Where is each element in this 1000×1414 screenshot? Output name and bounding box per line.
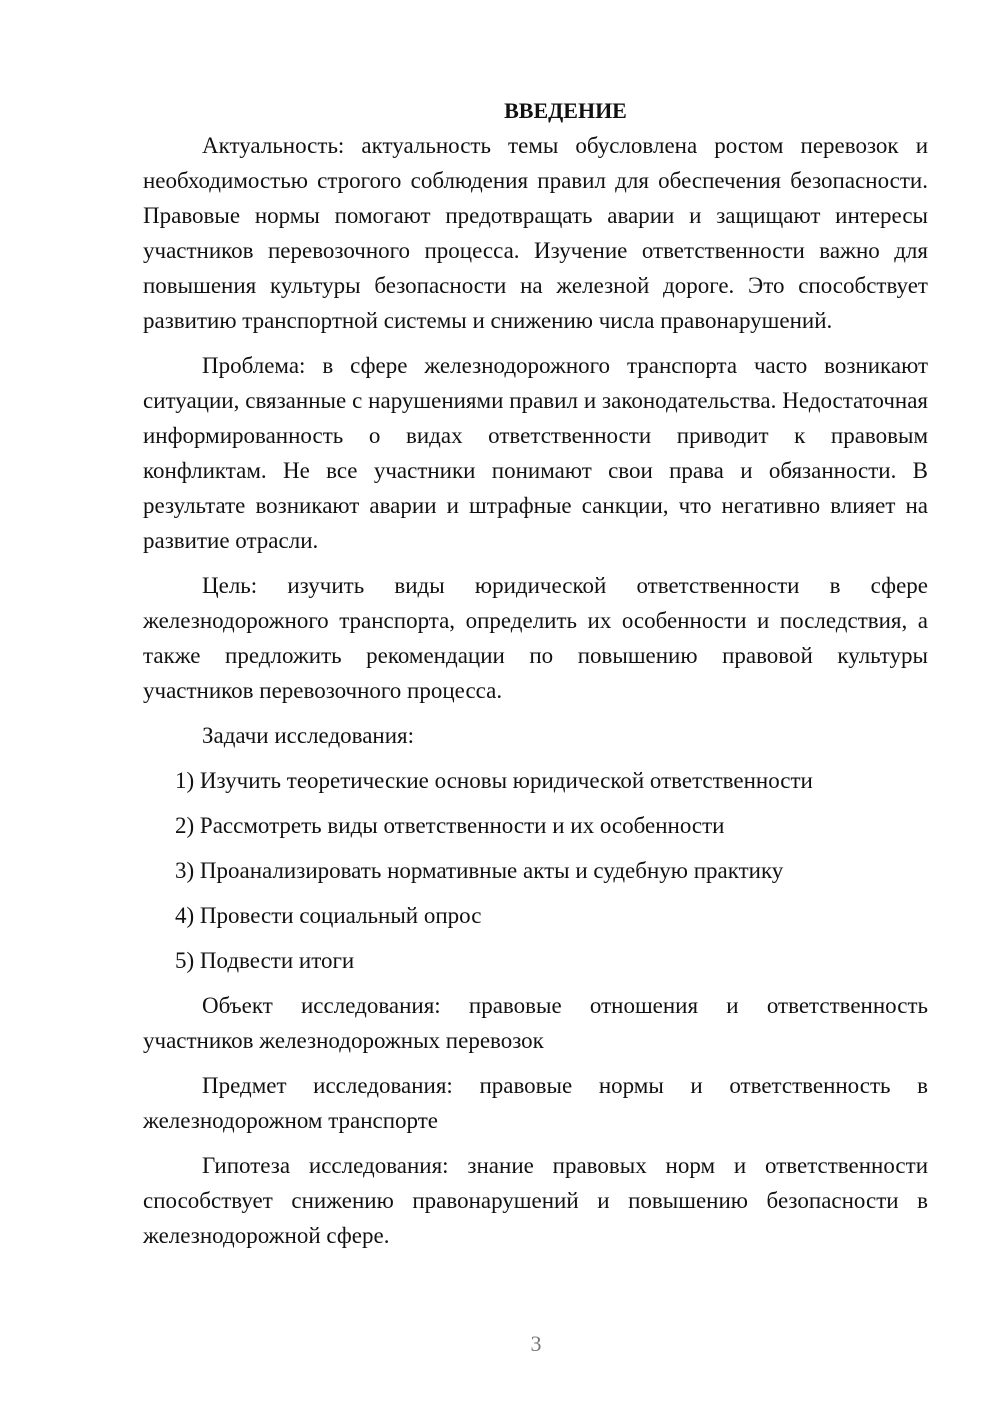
- page-title: ВВЕДЕНИЕ: [504, 98, 627, 123]
- tasks-title: Задачи исследования:: [202, 723, 415, 748]
- task-list: [143, 763, 928, 978]
- paragraph-goal: Цель: изучить виды юридической ответственности в сфере железнодорожного транспорта, определить их особенности и последствия, а также предложить рекомендации по повышению правовой культуры участников перевозочного процесса.: [143, 573, 928, 703]
- paragraph-problem: Проблема: в сфере железнодорожного транспорта часто возникают ситуации, связанные с нарушениями правил и законодательства. Недостаточная информированность о видах ответственности приводит к правовым конфликтам. Не все участники понимают свои права и обязанности. В результате возникают аварии и штрафные санкции, что негативно влияет на развитие отрасли.: [143, 353, 928, 553]
- list-item: 5) Подвести итоги: [175, 948, 355, 973]
- list-item: 1) Изучить теоретические основы юридической ответственности: [175, 768, 813, 793]
- page-number: 3: [530, 1331, 542, 1356]
- paragraph-subject: Предмет исследования: правовые нормы и ответственность в железнодорожном транспорте: [143, 1073, 928, 1133]
- list-item: 2) Рассмотреть виды ответственности и их особенности: [175, 813, 725, 838]
- paragraph-object: Объект исследования: правовые отношения и ответственность участников железнодорожных перевозок: [143, 993, 928, 1053]
- list-item: 3) Проанализировать нормативные акты и судебную практику: [175, 858, 784, 883]
- list-item: 4) Провести социальный опрос: [175, 903, 482, 928]
- paragraph-hypothesis: Гипотеза исследования: знание правовых норм и ответственности способствует снижению правонарушений и повышению безопасности в железнодорожной сфере.: [143, 1153, 928, 1248]
- paragraph-relevance: Актуальность: актуальность темы обусловлена ростом перевозок и необходимостью строгого соблюдения правил для обеспечения безопасности. Правовые нормы помогают предотвращать аварии и защищают интересы участников перевозочного процесса. Изучение ответственности важно для повышения культуры безопасности на железной дороге. Это способствует развитию транспортной системы и снижению числа правонарушений.: [143, 133, 928, 333]
- page-content: [143, 93, 928, 1253]
